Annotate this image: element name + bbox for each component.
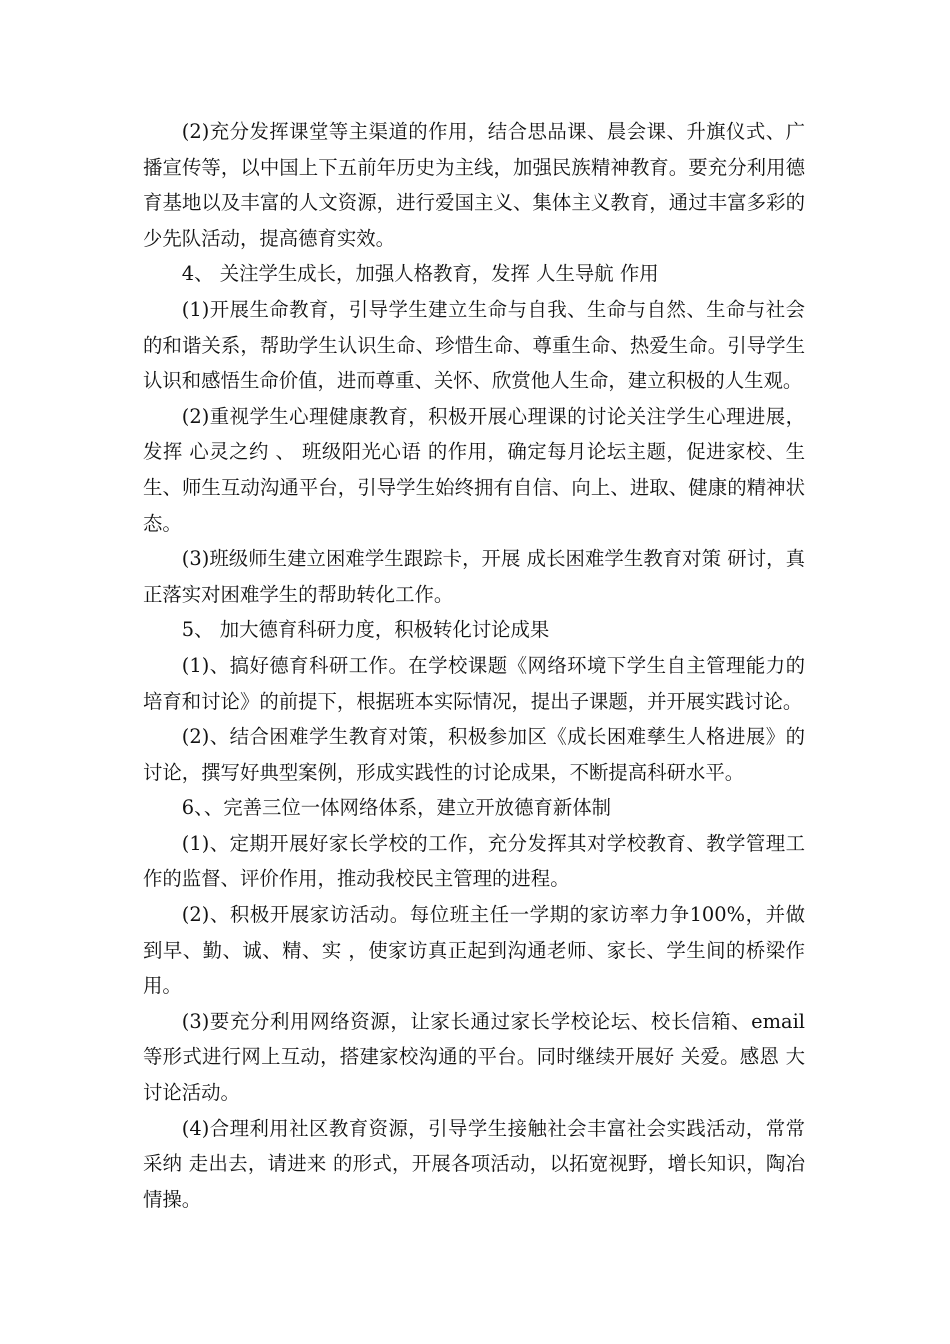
paragraph-parent-school: (1)、定期开展好家长学校的工作，充分发挥其对学校教育、教学管理工作的监督、评价作用，推动我校民主管理的进程。 (143, 831, 805, 891)
section-heading-5: 5、 加大德育科研力度，积极转化讨论成果 (181, 618, 550, 642)
paragraph-home-visits: (2)、积极开展家访活动。每位班主任一学期的家访率力争100%，并做到早、勤、诚、精、实 ，使家访真正起到沟通老师、家长、学生间的桥梁作用。 (143, 903, 805, 998)
paragraph-mental-health: (2)重视学生心理健康教育，积极开展心理课的讨论关注学生心理进展，发挥 心灵之约 、 班级阳光心语 的作用，确定每月论坛主题，促进家校、生生、师生互动沟通平台，引导学生始终拥有自信、向上、进取、健康的精神状态。 (143, 404, 805, 535)
paragraph-research-work: (1)、搞好德育科研工作。在学校课题《网络环境下学生自主管理能力的培育和讨论》的前提下，根据班本实际情况，提出子课题，并开展实践讨论。 (143, 653, 805, 713)
paragraph-moral-education-channels: (2)充分发挥课堂等主渠道的作用，结合思品课、晨会课、升旗仪式、广播宣传等，以中国上下五前年历史为主线，加强民族精神教育。要充分利用德育基地以及丰富的人文资源，进行爱国主义、集体主义教育，通过丰富多彩的少先队活动，提高德育实效。 (143, 120, 805, 250)
section-heading-6: 6、、完善三位一体网络体系，建立开放德育新体制 (181, 796, 612, 820)
paragraph-online-interaction: (3)要充分利用网络资源，让家长通过家长学校论坛、校长信箱、email等形式进行网上互动，搭建家校沟通的平台。同时继续开展好 关爱。感恩 大讨论活动。 (143, 1009, 805, 1105)
paragraph-community-resources: (4)合理利用社区教育资源，引导学生接触社会丰富社会实践活动，常常采纳 走出去，请进来 的形式，开展各项活动，以拓宽视野，增长知识，陶冶情操。 (143, 1116, 805, 1211)
section-heading-4: 4、 关注学生成长，加强人格教育，发挥 人生导航 作用 (181, 262, 659, 286)
paragraph-tracking-card: (3)班级师生建立困难学生跟踪卡，开展 成长困难学生教育对策 研讨，真正落实对困难学生的帮助转化工作。 (143, 547, 805, 606)
document-body (143, 114, 805, 1217)
paragraph-research-participation: (2)、结合困难学生教育对策，积极参加区《成长困难孳生人格进展》的讨论，撰写好典型案例，形成实践性的讨论成果，不断提高科研水平。 (143, 725, 805, 784)
paragraph-life-education: (1)开展生命教育，引导学生建立生命与自我、生命与自然、生命与社会的和谐关系，帮助学生认识生命、珍惜生命、尊重生命、热爱生命。引导学生认识和感悟生命价值，进而尊重、关怀、欣赏他人生命，建立积极的人生观。 (143, 297, 805, 393)
